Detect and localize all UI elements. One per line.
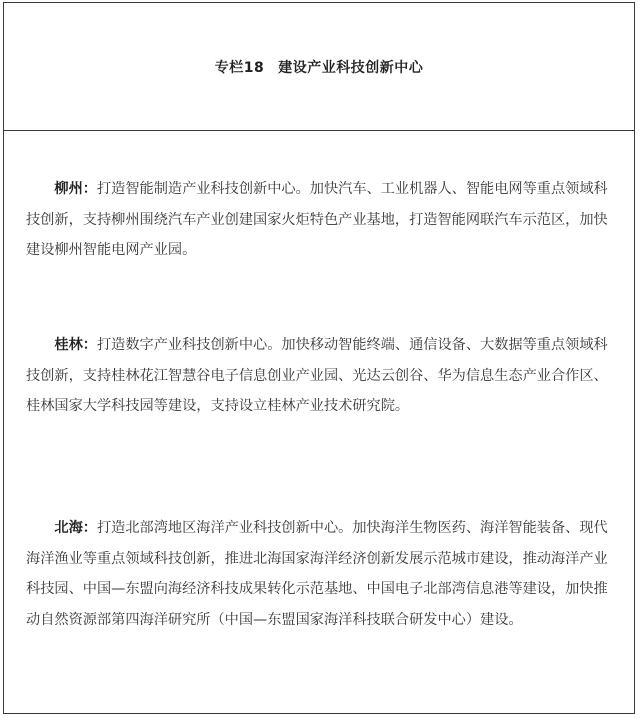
section-liuzhou [26, 174, 616, 266]
box-title [215, 57, 423, 77]
box-header [4, 3, 634, 131]
section-text: 打造智能制造产业科技创新中心。加快汽车、工业机器人、智能电网等重点领域科技创新，支持柳州围绕汽车产业创建国家火炬特色产业基地，打造智能网联汽车示范区，加快建设柳州智能电网产业园。 [26, 181, 608, 258]
section-beihai [26, 513, 616, 635]
section-text: 打造北部湾地区海洋产业科技创新中心。加快海洋生物医药、海洋智能装备、现代海洋渔业等重点领域科技创新，推进北海国家海洋经济创新发展示范城市建设，推动海洋产业科技园、中国—东盟向海经济科技成果转化示范基地、中国电子北部湾信息港等建设，加快推动自然资源部第四海洋研究所（中国—东盟国家海洋科技联合研发中心）建设。 [26, 520, 608, 628]
section-guilin [26, 330, 616, 422]
box-title-number: 专栏18 [214, 59, 265, 76]
city-label: 北海： [54, 520, 97, 536]
city-label: 柳州： [54, 181, 97, 197]
city-label: 桂林： [54, 337, 97, 353]
box-title-text: 建设产业科技创新中心 [278, 59, 424, 76]
section-text: 打造数字产业科技创新中心。加快移动智能终端、通信设备、大数据等重点领域科技创新，支持桂林花江智慧谷电子信息创业产业园、光达云创谷、华为信息生态产业合作区、桂林国家大学科技园等建设，支持设立桂林产业技术研究院。 [26, 337, 608, 414]
